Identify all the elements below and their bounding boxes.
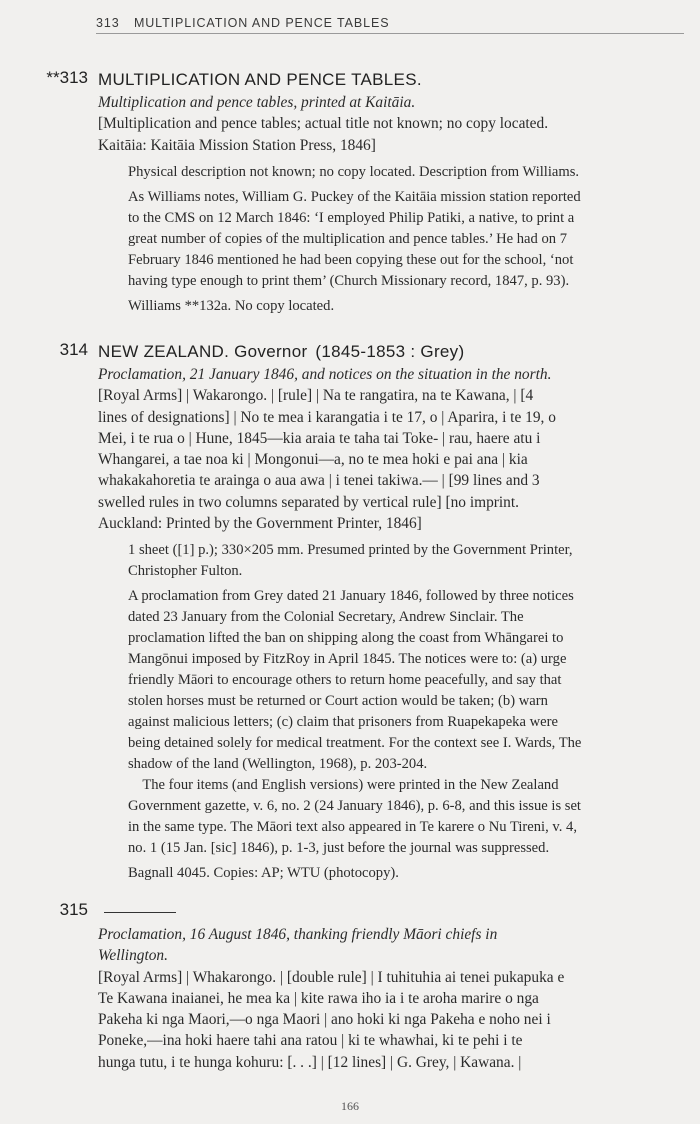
note-line: February 1846 mentioned he had been copying these out for the school, ‘not bbox=[128, 251, 574, 268]
note-line: The four items (and English versions) were printed in the New Zealand bbox=[128, 777, 559, 794]
running-header bbox=[96, 16, 684, 34]
transcription-line: whakakahoretia te arainga o aua awa | i tenei takiwa.— | [99 lines and 3 bbox=[98, 472, 540, 490]
entry-transcription bbox=[98, 385, 686, 534]
note-description bbox=[128, 187, 686, 292]
note-line: As Williams notes, William G. Puckey of the Kaitāia mission station reported bbox=[128, 188, 581, 205]
entry-heading bbox=[98, 900, 686, 924]
note-line: being detained solely for medical treatment. For the context see I. Wards, The bbox=[128, 735, 582, 752]
note-reference bbox=[128, 296, 686, 317]
note-line: great number of copies of the multiplication and pence tables.’ He had on 7 bbox=[128, 230, 568, 247]
entry-title bbox=[98, 924, 686, 967]
note-line: A proclamation from Grey dated 21 January 1846, followed by three notices bbox=[128, 588, 574, 605]
header-title: MULTIPLICATION AND PENCE TABLES bbox=[133, 16, 390, 30]
entry-heading: MULTIPLICATION AND PENCE TABLES. bbox=[98, 70, 422, 89]
ditto-dash bbox=[104, 912, 176, 913]
entry-transcription bbox=[98, 113, 686, 156]
header-entry-number: 313 bbox=[96, 16, 120, 30]
note-line: in the same type. The Māori text also appeared in Te karere o Nu Tireni, v. 4, bbox=[128, 819, 577, 836]
note-line: having type enough to print them’ (Church Missionary record, 1847, p. 93). bbox=[128, 272, 570, 289]
note-description bbox=[128, 586, 686, 859]
note-line: Bagnall 4045. Copies: AP; WTU (photocopy). bbox=[128, 865, 399, 882]
note-line: Williams **132a. No copy located. bbox=[128, 297, 335, 314]
transcription-line: Auckland: Printed by the Government Printer, 1846] bbox=[98, 515, 422, 533]
transcription-line: Whangarei, a tae noa ki | Mongonui—a, no te mea hoki e pai ana | kia bbox=[98, 451, 528, 469]
entry-transcription bbox=[98, 967, 686, 1073]
title-line: Multiplication and pence tables, printed at Kaitāia. bbox=[98, 94, 416, 111]
note-line: dated 23 January from the Colonial Secretary, Andrew Sinclair. The bbox=[128, 609, 524, 626]
note-line: stolen horses must be returned or Court action would be taken; (b) warn bbox=[128, 693, 548, 710]
title-line: Proclamation, 16 August 1846, thanking friendly Māori chiefs in bbox=[98, 926, 498, 943]
entry-heading bbox=[98, 340, 686, 364]
heading-name: NEW ZEALAND. Governor bbox=[98, 342, 308, 361]
page-number: 166 bbox=[341, 1099, 359, 1113]
note-physical bbox=[128, 162, 686, 183]
note-line: 1 sheet ([1] p.); 330×205 mm. Presumed printed by the Government Printer, bbox=[128, 542, 573, 559]
note-physical bbox=[128, 540, 686, 582]
note-line: Physical description not known; no copy located. Description from Williams. bbox=[128, 163, 580, 180]
heading-dates: (1845-1853 : Grey) bbox=[315, 342, 465, 361]
title-line: Wellington. bbox=[98, 947, 168, 965]
transcription-line: Poneke,—ina hoki haere tahi ana ratou | ki te whawhai, ki te pehi i te bbox=[98, 1032, 523, 1050]
transcription-line: [Multiplication and pence tables; actual title not known; no copy located. bbox=[98, 115, 549, 133]
note-line: shadow of the land (Wellington, 1968), p. 203-204. bbox=[128, 756, 428, 773]
note-line: proclamation lifted the ban on shipping along the coast from Whāngarei to bbox=[128, 630, 564, 647]
transcription-line: hunga tutu, i te hunga kohuru: [. . .] | [12 lines] | G. Grey, | Kawana. | bbox=[98, 1053, 522, 1071]
transcription-line: Te Kawana inaianei, he mea ka | kite rawa iho ia i te aroha marire o nga bbox=[98, 989, 539, 1007]
note-reference bbox=[128, 863, 686, 884]
entry-number: **313 bbox=[46, 68, 88, 87]
note-line: against malicious letters; (c) claim that prisoners from Ruapekapeka were bbox=[128, 714, 558, 731]
note-line: Christopher Fulton. bbox=[128, 563, 243, 580]
note-line: no. 1 (15 Jan. [sic] 1846), p. 1-3, just before the journal was suppressed. bbox=[128, 840, 550, 857]
transcription-line: swelled rules in two columns separated by vertical rule] [no imprint. bbox=[98, 493, 519, 511]
note-line: Government gazette, v. 6, no. 2 (24 January 1846), p. 6-8, and this issue is set bbox=[128, 798, 581, 815]
transcription-line: [Royal Arms] | Wakarongo. | [rule] | Na te rangatira, na te Kawana, | [4 bbox=[98, 387, 534, 405]
note-line: to the CMS on 12 March 1846: ‘I employed Philip Patiki, a native, to print a bbox=[128, 209, 575, 226]
transcription-line: [Royal Arms] | Whakarongo. | [double rule] | I tuhituhia ai tenei pukapuka e bbox=[98, 968, 565, 986]
entry-number: 315 bbox=[59, 900, 88, 919]
title-line: Proclamation, 21 January 1846, and notices on the situation in the north. bbox=[98, 366, 552, 383]
transcription-line: Kaitāia: Kaitāia Mission Station Press, 1846] bbox=[98, 136, 376, 154]
entry-title bbox=[98, 92, 686, 113]
entry-number: 314 bbox=[59, 340, 88, 359]
note-line: friendly Māori to encourage others to return home peacefully, and say that bbox=[128, 672, 562, 689]
entry-title bbox=[98, 364, 686, 385]
transcription-line: lines of designations] | No te mea i karangatia i te 17, o | Aparira, i te 19, o bbox=[98, 408, 556, 426]
transcription-line: Mei, i te rua o | Hune, 1845—kia araia te taha tai Toke- | rau, haere atu i bbox=[98, 429, 541, 447]
note-line: Mangōnui imposed by FitzRoy in April 1845. The notices were to: (a) urge bbox=[128, 651, 567, 668]
transcription-line: Pakeha ki nga Maori,—o nga Maori | ano hoki ki nga Pakeha e noho nei i bbox=[98, 1011, 551, 1029]
